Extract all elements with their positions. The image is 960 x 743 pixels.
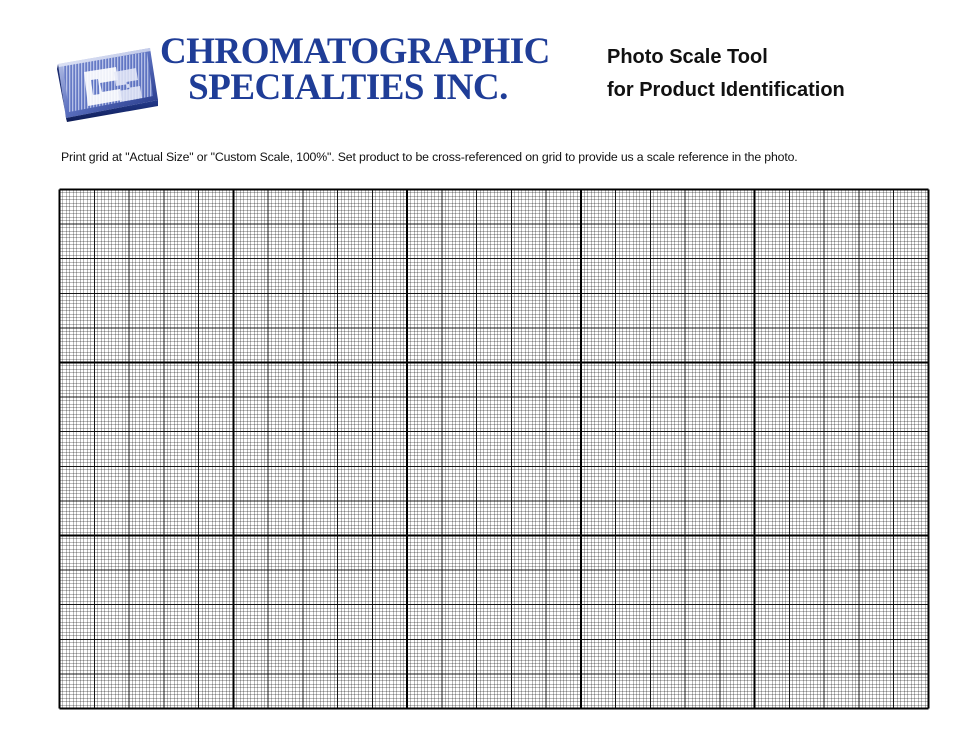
document-title [607,41,845,107]
company-name-line2: SPECIALTIES INC. [188,67,508,108]
document-title-line1: Photo Scale Tool [607,46,768,68]
company-logo-icon [54,42,162,122]
company-name [160,31,550,108]
document-title-line2: for Product Identification [607,79,845,101]
print-instructions: Print grid at "Actual Size" or "Custom Scale, 100%". Set product to be cross-referenced on grid to provide us a scale reference in the photo. [61,150,798,164]
scale-grid-canvas [58,188,930,710]
company-name-line1: CHROMATOGRAPHIC [160,31,550,72]
scale-grid [58,188,930,710]
